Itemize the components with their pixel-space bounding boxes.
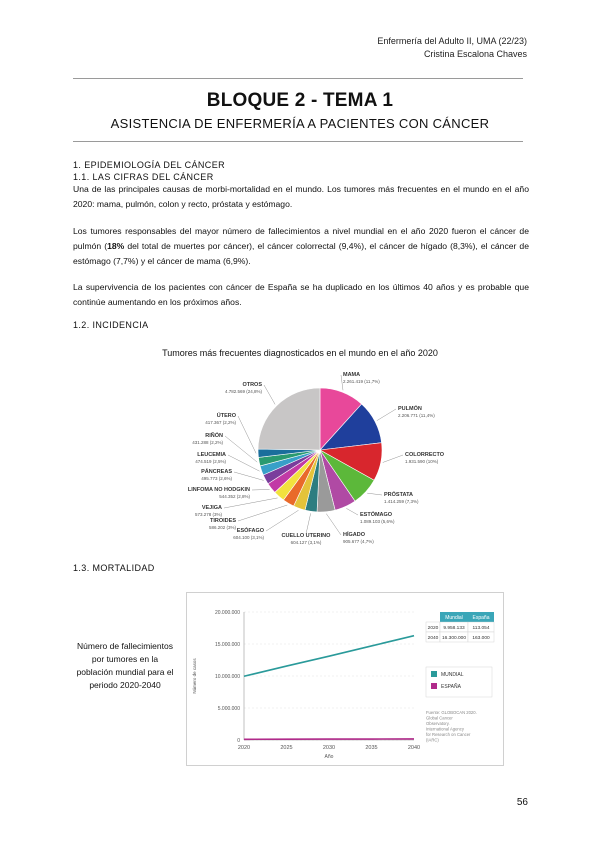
pie-label — [384, 492, 419, 505]
section-heading-1-3: 1.3. MORTALIDAD — [73, 563, 155, 573]
pie-leader-line — [225, 436, 257, 462]
pie-label-value: 1.931.590 (10%) — [405, 458, 439, 464]
table-cell-text: 2020 — [427, 626, 439, 631]
pie-leader-line — [383, 455, 403, 462]
table-header-label: España — [472, 615, 490, 621]
source-note: Fuente: GLOBOCAN 2020. — [426, 710, 477, 715]
y-tick-label: 10.000.000 — [214, 674, 240, 680]
section-heading-1-2: 1.2. INCIDENCIA — [73, 320, 149, 330]
pie-label-value: 495.773 (2,6%) — [201, 475, 232, 481]
pie-label-value: 905.677 (4,7%) — [343, 538, 374, 544]
paragraph-2-bold: 18% — [107, 241, 125, 251]
pie-label — [233, 528, 264, 541]
table-cell-text: 113.054 — [472, 626, 490, 631]
pie-label-name: HÍGADO — [343, 532, 365, 538]
pie-leader-line — [266, 510, 298, 531]
y-tick-label: 5.000.000 — [217, 706, 240, 712]
pie-chart-title: Tumores más frecuentes diagnosticados en el mundo en el año 2020 — [162, 348, 438, 358]
page-subtitle: ASISTENCIA DE ENFERMERÍA A PACIENTES CON CÁNCER — [110, 116, 490, 131]
source-note: Global Cancer — [426, 715, 453, 721]
source-note: Observatory. — [426, 721, 450, 726]
pie-label-value: 1.089.103 (5,6%) — [360, 518, 395, 524]
pie-label-name: TIROIDES — [210, 518, 236, 524]
pie-label-name: LEUCEMIA — [197, 452, 226, 458]
page-header — [377, 35, 527, 61]
pie-label — [188, 487, 250, 500]
pie-label-value: 431.288 (2,2%) — [192, 439, 223, 445]
table-cell-text: 2040 — [427, 636, 439, 641]
x-tick-label: 2020 — [237, 745, 251, 751]
pie-label-name: PRÓSTATA — [384, 492, 414, 498]
pie-leader-line — [306, 513, 311, 534]
divider — [73, 78, 523, 79]
pie-label — [343, 532, 374, 545]
x-tick-label: 2040 — [407, 745, 421, 751]
pie-label-name: ESÓFAGO — [236, 528, 264, 534]
pie-label-name: MAMA — [343, 372, 361, 378]
pie-label — [195, 452, 226, 465]
y-axis-label: Número de casos — [192, 658, 197, 694]
pie-label — [343, 372, 380, 385]
pie-label-name: RIÑÓN — [205, 433, 223, 439]
pie-label-name: PULMÓN — [398, 406, 422, 412]
section-heading-1: 1. EPIDEMIOLOGÍA DEL CÁNCER — [73, 160, 226, 170]
pie-label-value: 586.202 (3%) — [208, 524, 236, 530]
pie-label — [192, 433, 223, 446]
pie-label — [201, 469, 232, 482]
pie-label-value: 474.519 (2,5%) — [195, 458, 226, 464]
line-chart — [186, 592, 502, 764]
pie-label-value: 544.352 (2,8%) — [219, 493, 250, 499]
pie-label — [209, 518, 236, 531]
pie-label-value: 2.261.419 (11,7%) — [343, 378, 380, 384]
pie-label — [195, 505, 222, 518]
legend-label: MUNDIAL — [441, 672, 464, 678]
pie-label-name: VEJIGA — [201, 505, 222, 511]
pie-label — [405, 452, 444, 465]
page-number: 56 — [516, 797, 528, 808]
table-cell-text: 163.000 — [472, 636, 490, 641]
series-line — [244, 636, 414, 677]
pie-label-name: OTROS — [242, 382, 262, 388]
y-tick-label: 0 — [237, 738, 240, 744]
y-tick-label: 15.000.000 — [214, 642, 240, 648]
x-tick-label: 2030 — [322, 745, 336, 751]
pie-label-name: LINFOMA NO HODGKIN — [187, 487, 250, 493]
pie-leader-line — [346, 508, 358, 515]
x-tick-label: 2025 — [280, 745, 293, 751]
page-title: BLOQUE 2 - TEMA 1 — [206, 90, 394, 111]
paragraph-1: Una de las principales causas de morbi-mortalidad en el mundo. Los tumores más frecuentes en el mundo en el año 2020: mama, pulmón, colon y recto, próstata y estómago. — [73, 184, 529, 209]
paragraph-2-text-b: del total de muertes por cáncer), el cáncer colorrectal (9,4%), el cáncer de hígado (8,3%), el cáncer de estómago (7,7%) y el cáncer de mama (6,9%). — [73, 241, 529, 266]
section-heading-1-1: 1.1. LAS CIFRAS DEL CÁNCER — [73, 172, 214, 182]
pie-label-value: 4.782.569 (24,8%) — [224, 388, 262, 394]
paragraph-2-text-a: Los tumores responsables del mayor número de fallecimientos a nivel mundial en el año 2020 fueron el cáncer de pulmón ( — [73, 226, 529, 251]
pie-label-name: COLORRECTO — [405, 452, 445, 458]
table-cell-text: 16.300.000 — [441, 636, 467, 641]
header-author: Cristina Escalona Chaves — [423, 49, 527, 59]
pie-leader-line — [264, 385, 275, 404]
pie-label — [205, 413, 236, 426]
mortality-note: Número de fallecimientos por tumores en la población mundial para el periodo 2020-2040 — [76, 641, 174, 690]
pie-label — [276, 533, 336, 546]
legend-label: ESPAÑA — [441, 684, 461, 690]
paragraph-3: La supervivencia de los pacientes con cáncer de España se ha duplicado en los últimos 40 años y es probable que continúe aumentando en los próximos años. — [73, 282, 529, 307]
legend-swatch — [431, 683, 437, 689]
pie-leader-line — [238, 505, 287, 521]
pie-leader-line — [228, 455, 260, 471]
pie-label — [360, 512, 395, 525]
source-note: International Agency — [426, 726, 464, 732]
pie-label-name: CUELLO UTERINO — [281, 533, 331, 539]
x-axis-label: Año — [324, 754, 334, 760]
paragraph-2 — [73, 224, 529, 269]
pie-leader-line — [377, 409, 396, 421]
pie-label-value: 1.414.259 (7,3%) — [384, 498, 419, 504]
table-header-label: Mundial — [445, 615, 463, 621]
header-course: Enfermería del Adulto II, UMA (22/23) — [377, 36, 527, 46]
pie-label-name: ESTÓMAGO — [360, 512, 393, 518]
pie-leader-line — [252, 489, 270, 490]
pie-label — [398, 406, 435, 419]
pie-label — [225, 382, 262, 395]
table-cell-text: 9.958.133 — [443, 626, 465, 631]
divider — [73, 141, 523, 142]
source-note: (IARC) — [426, 737, 439, 743]
pie-leader-line — [238, 416, 256, 453]
pie-leader-line — [234, 472, 264, 480]
pie-label-value: 2.206.771 (11,4%) — [398, 412, 435, 418]
legend-swatch — [431, 671, 437, 677]
pie-label-name: ÚTERO — [216, 413, 236, 419]
pie-leader-line — [326, 514, 341, 535]
pie-label-value: 604.100 (3,1%) — [233, 534, 264, 540]
pie-slice — [258, 388, 320, 450]
pie-label-name: PÁNCREAS — [201, 469, 232, 475]
pie-label-value: 604.127 (3,1%) — [290, 539, 322, 545]
pie-leader-line — [367, 493, 382, 495]
pie-label-value: 573.278 (3%) — [194, 511, 222, 517]
table-header-cell — [426, 612, 440, 622]
y-tick-label: 20.000.000 — [214, 610, 240, 616]
pie-label-value: 417.367 (2,2%) — [205, 419, 236, 425]
x-tick-label: 2035 — [365, 745, 378, 751]
source-note: for Research on Cancer — [426, 732, 471, 737]
